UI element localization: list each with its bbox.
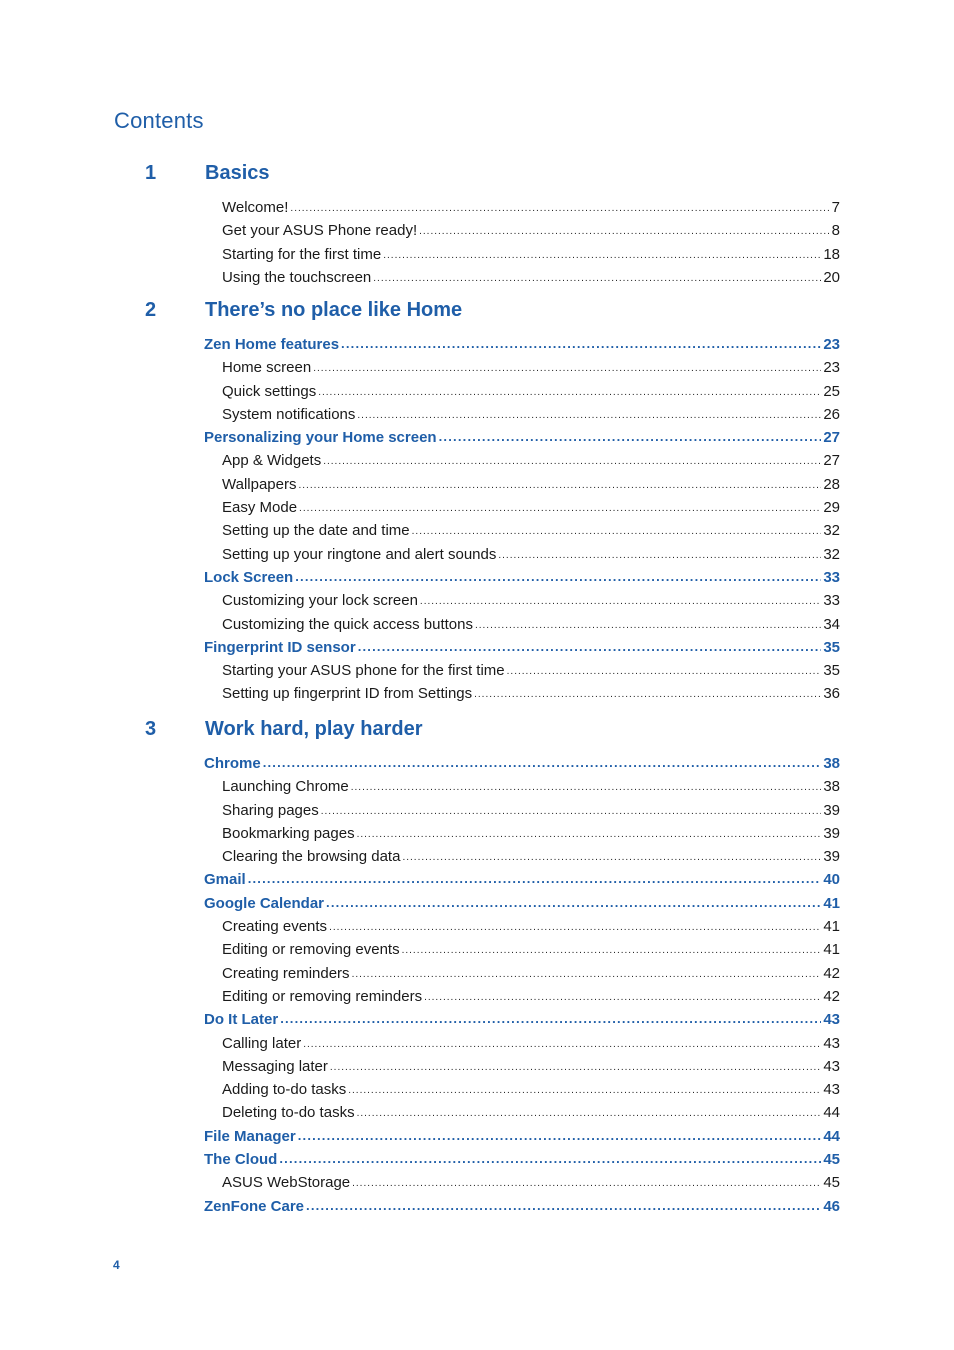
toc-entry-page: 39 [823, 824, 840, 842]
toc-entry-page: 45 [823, 1174, 840, 1192]
toc-subsection-link[interactable] [0, 962, 840, 985]
toc-section-link[interactable] [0, 752, 840, 775]
toc-subsection-link[interactable] [0, 1055, 840, 1078]
dot-leader [357, 404, 821, 427]
toc-entry-page: 18 [823, 245, 840, 263]
toc-section-link[interactable] [0, 868, 840, 891]
toc-entry-label: App & Widgets [222, 452, 322, 470]
toc-entry-page: 34 [823, 615, 840, 633]
toc-subsection-link[interactable] [0, 659, 840, 682]
toc-entry-page: 44 [823, 1104, 840, 1122]
toc-entry-page: 44 [823, 1127, 840, 1145]
chapter-number: 1 [145, 162, 157, 184]
toc-entry-label: Lock Screen [204, 568, 294, 586]
dot-leader [321, 800, 822, 823]
toc-subsection-link[interactable] [0, 380, 840, 403]
toc-entry-page: 36 [823, 685, 840, 703]
dot-leader [323, 450, 821, 473]
dot-leader [298, 1124, 822, 1147]
toc-subsection-link[interactable] [0, 543, 840, 566]
toc-entry-label: System notifications [222, 405, 356, 423]
dot-leader [326, 891, 821, 914]
toc-subsection-link[interactable] [0, 799, 840, 822]
dot-leader [498, 544, 821, 567]
toc-entry-page: 23 [823, 336, 840, 353]
toc-entry-page: 8 [831, 222, 840, 240]
toc-entry-label: Chrome [204, 755, 261, 772]
dot-leader [373, 267, 821, 290]
toc-section-link[interactable] [0, 566, 840, 589]
toc-entry-label: Clearing the browsing data [222, 848, 401, 866]
toc-subsection-link[interactable] [0, 496, 840, 519]
footer-page-number: 4 [113, 1258, 120, 1272]
toc-entry-label: File Manager [204, 1127, 296, 1145]
dot-leader [299, 497, 821, 520]
toc-entry-page: 41 [823, 918, 840, 936]
toc-entry-page: 28 [823, 475, 840, 493]
dot-leader [306, 1194, 821, 1217]
dot-leader [303, 1033, 821, 1056]
dot-leader [248, 867, 822, 890]
toc-entry-label: Creating reminders [222, 964, 350, 982]
toc-entry-page: 25 [823, 382, 840, 400]
toc-entry-label: Editing or removing reminders [222, 987, 423, 1005]
toc-entry-label: Customizing your lock screen [222, 592, 418, 610]
dot-leader [263, 751, 822, 774]
toc-entry-label: Get your ASUS Phone ready! [222, 222, 418, 240]
chapter-header [0, 718, 954, 748]
toc-subsection-link[interactable] [0, 196, 840, 219]
toc-subsection-link[interactable] [0, 356, 840, 379]
toc-entry-page: 29 [823, 499, 840, 517]
toc-entry-page: 27 [823, 429, 840, 447]
toc-entry-label: Setting up the date and time [222, 522, 410, 540]
chapter-number: 2 [145, 299, 157, 321]
toc-entry-label: Easy Mode [222, 499, 298, 517]
dot-leader [318, 381, 821, 404]
toc-section-link[interactable] [0, 1125, 840, 1148]
toc-entry-page: 7 [831, 199, 840, 216]
chapter-section [0, 162, 954, 289]
chapter-number: 3 [145, 718, 157, 740]
toc-subsection-link[interactable] [0, 985, 840, 1008]
toc-subsection-link[interactable] [0, 1032, 840, 1055]
toc-entry-page: 43 [823, 1011, 840, 1029]
toc-entry-page: 35 [823, 662, 840, 680]
toc-entry-page: 42 [823, 964, 840, 982]
toc-entry-label: Quick settings [222, 382, 317, 400]
dot-leader [330, 1056, 821, 1079]
dot-leader [357, 1102, 822, 1125]
toc-subsection-link[interactable] [0, 449, 840, 472]
toc-entry-page: 32 [823, 545, 840, 563]
toc-section-link[interactable] [0, 1148, 840, 1171]
toc-entry-label: Zen Home features [204, 336, 340, 353]
dot-leader [357, 823, 822, 846]
toc-entry-page: 20 [823, 268, 840, 286]
toc-section-link[interactable] [0, 426, 840, 449]
dot-leader [507, 660, 822, 683]
toc-subsection-link[interactable] [0, 938, 840, 961]
toc-subsection-link[interactable] [0, 1078, 840, 1101]
chapter-header [0, 162, 954, 192]
chapter-title: Work hard, play harder [205, 718, 423, 740]
toc-subsection-link[interactable] [0, 775, 840, 798]
dot-leader [348, 1079, 821, 1102]
toc-subsection-link[interactable] [0, 915, 840, 938]
toc-entry-page: 33 [823, 592, 840, 610]
toc-entry-label: Using the touchscreen [222, 268, 372, 286]
toc-subsection-link[interactable] [0, 845, 840, 868]
chapter-section [0, 718, 954, 1218]
toc-entry-label: Bookmarking pages [222, 824, 355, 842]
toc-entry-page: 43 [823, 1081, 840, 1099]
page-title: Contents [114, 108, 204, 133]
toc-entry-page: 39 [823, 848, 840, 866]
toc-entry-label: Gmail [204, 871, 246, 889]
toc-subsection-link[interactable] [0, 1101, 840, 1124]
chapter-header [0, 299, 954, 329]
toc-subsection-link[interactable] [0, 243, 840, 266]
toc-entry-label: Customizing the quick access buttons [222, 615, 473, 633]
dot-leader [358, 635, 822, 658]
chapter-title: There’s no place like Home [205, 299, 463, 321]
dot-leader [313, 357, 821, 380]
dot-leader [279, 1147, 821, 1170]
toc-entry-label: ZenFone Care [204, 1197, 305, 1215]
toc-entry-page: 45 [823, 1151, 840, 1169]
dot-leader [383, 244, 821, 267]
toc-entry-page: 41 [823, 894, 840, 912]
toc-entry-page: 38 [823, 755, 840, 772]
toc-section-link[interactable] [0, 333, 840, 356]
dot-leader [475, 614, 821, 637]
chapter-title: Basics [205, 162, 270, 184]
toc-subsection-link[interactable] [0, 473, 840, 496]
toc-subsection-link[interactable] [0, 519, 840, 542]
toc-subsection-link[interactable] [0, 589, 840, 612]
toc-entry-label: Setting up fingerprint ID from Settings [222, 685, 473, 703]
toc-entry-page: 38 [823, 778, 840, 796]
dot-leader [424, 986, 821, 1009]
dot-leader [402, 846, 821, 869]
toc-entry-label: Messaging later [222, 1057, 328, 1075]
toc-entry-page: 23 [823, 359, 840, 377]
toc-subsection-link[interactable] [0, 682, 840, 705]
toc-entry-label: Do It Later [204, 1011, 279, 1029]
toc-entry-label: Starting for the first time [222, 245, 382, 263]
chapter-entries [0, 333, 954, 706]
toc-entry-page: 42 [823, 987, 840, 1005]
dot-leader [290, 197, 829, 220]
toc-entry-label: ASUS WebStorage [222, 1174, 351, 1192]
toc-entry-label: Fingerprint ID sensor [204, 638, 356, 656]
dot-leader [402, 939, 822, 962]
dot-leader [298, 474, 821, 497]
dot-leader [295, 565, 821, 588]
toc-subsection-link[interactable] [0, 403, 840, 426]
toc-entry-page: 43 [823, 1034, 840, 1052]
dot-leader [329, 916, 821, 939]
toc-entry-label: Launching Chrome [222, 778, 349, 796]
dot-leader [412, 520, 822, 543]
toc-entry-page: 32 [823, 522, 840, 540]
toc-entry-label: Editing or removing events [222, 941, 400, 959]
toc-subsection-link[interactable] [0, 822, 840, 845]
toc-section-link[interactable] [0, 1195, 840, 1218]
toc-entry-page: 27 [823, 452, 840, 470]
dot-leader [439, 425, 822, 448]
toc-subsection-link[interactable] [0, 219, 840, 242]
toc-entry-page: 43 [823, 1057, 840, 1075]
toc-entry-label: Personalizing your Home screen [204, 429, 437, 447]
toc-entry-page: 41 [823, 941, 840, 959]
toc-entry-page: 33 [823, 568, 840, 586]
dot-leader [280, 1007, 821, 1030]
toc-subsection-link[interactable] [0, 1171, 840, 1194]
toc-entry-label: Google Calendar [204, 894, 325, 912]
dot-leader [351, 776, 822, 799]
toc-entry-label: Welcome! [222, 199, 289, 216]
dot-leader [352, 963, 822, 986]
toc-subsection-link[interactable] [0, 266, 840, 289]
toc-section-link[interactable] [0, 636, 840, 659]
toc-entry-label: Calling later [222, 1034, 302, 1052]
toc-section-link[interactable] [0, 892, 840, 915]
toc-entry-label: Home screen [222, 359, 312, 377]
toc-entry-page: 40 [823, 871, 840, 889]
toc-entry-label: Deleting to-do tasks [222, 1104, 355, 1122]
toc-section-link[interactable] [0, 1008, 840, 1031]
toc-entry-label: Creating events [222, 918, 328, 936]
chapter-section [0, 299, 954, 706]
toc-entry-page: 35 [823, 638, 840, 656]
toc-subsection-link[interactable] [0, 613, 840, 636]
toc-entry-label: Adding to-do tasks [222, 1081, 347, 1099]
toc-entry-page: 26 [823, 405, 840, 423]
dot-leader [341, 332, 821, 355]
chapter-entries [0, 752, 954, 1218]
toc-entry-page: 46 [823, 1197, 840, 1215]
toc-entry-label: Wallpapers [222, 475, 297, 493]
toc-entry-label: Setting up your ringtone and alert sounds [222, 545, 497, 563]
toc-entry-label: The Cloud [204, 1151, 278, 1169]
dot-leader [474, 683, 821, 706]
dot-leader [352, 1172, 821, 1195]
chapter-entries [0, 196, 954, 289]
dot-leader [420, 590, 821, 613]
toc-entry-page: 39 [823, 801, 840, 819]
dot-leader [419, 220, 830, 243]
toc-entry-label: Sharing pages [222, 801, 319, 819]
toc-entry-label: Starting your ASUS phone for the first time [222, 662, 505, 680]
